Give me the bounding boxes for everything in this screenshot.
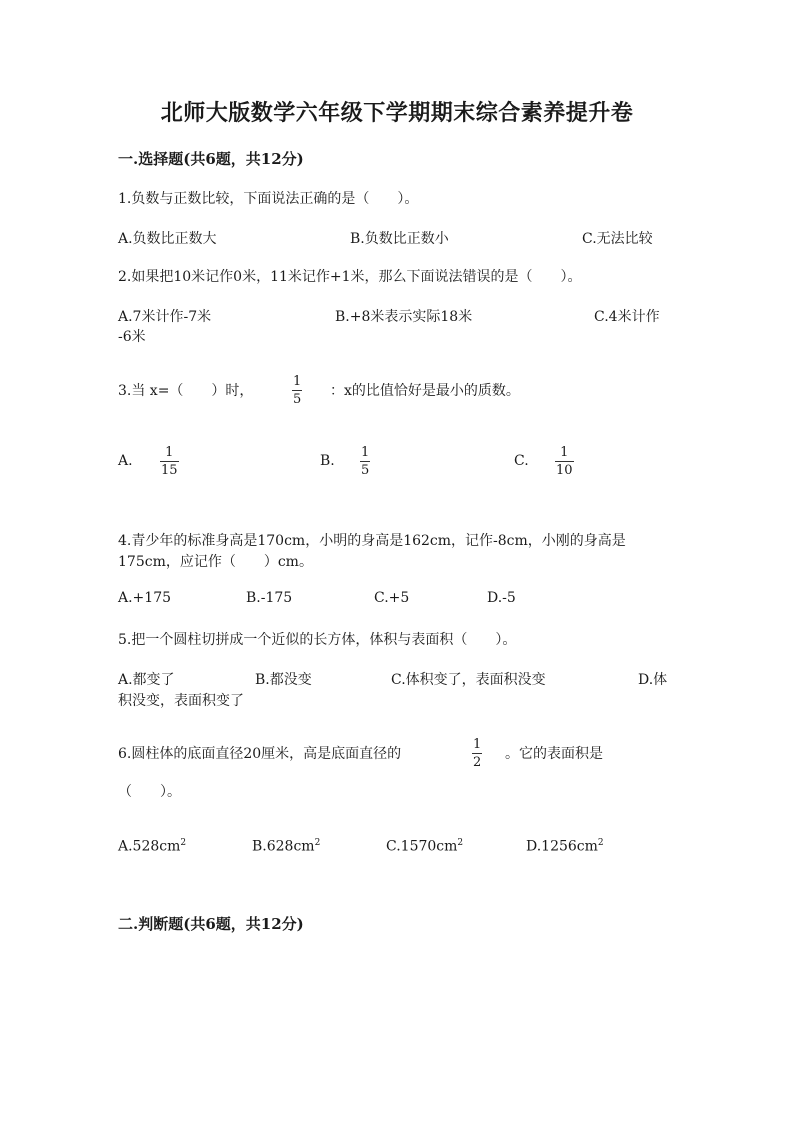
question-2: 2.如果把10米记作0米，11米记作+1米，那么下面说法错误的是（ ）。: [118, 269, 582, 285]
q3-option-b-label: B.: [320, 453, 335, 469]
q5-option-d-continued: 积没变，表面积变了: [118, 693, 244, 709]
q3-option-c-fraction: [555, 446, 574, 477]
q6-option-c-text: C.1570cm: [386, 838, 458, 855]
q3-fraction-numerator: 1: [293, 374, 302, 389]
q2-option-b: B.+8米表示实际18米: [335, 309, 473, 325]
q3-option-b-numerator: 1: [361, 445, 370, 460]
page-title: 北师大版数学六年级下学期期末综合素养提升卷: [160, 100, 634, 126]
q5-option-a: A.都变了: [118, 672, 175, 688]
q4-option-b: B.-175: [246, 590, 293, 606]
q4-option-d: D.-5: [487, 590, 516, 606]
q2-option-c-continued: -6米: [118, 329, 146, 345]
q4-option-c: C.+5: [374, 590, 410, 606]
q6-option-a: [118, 838, 186, 855]
q3-option-b-denominator: 5: [361, 463, 370, 478]
q1-option-a: A.负数比正数大: [118, 231, 217, 247]
q6-option-a-exponent: 2: [180, 838, 187, 848]
q6-option-c: [386, 838, 463, 855]
q3-fraction: [292, 375, 302, 406]
q3-option-c-numerator: 1: [560, 445, 569, 460]
q5-option-b: B.都没变: [255, 672, 312, 688]
section-heading-choice: 一.选择题(共6题，共12分): [118, 150, 304, 168]
section-heading-true-false: 二.判断题(共6题，共12分): [118, 915, 304, 933]
question-6-start: 6.圆柱体的底面直径20厘米，高是底面直径的: [118, 746, 402, 762]
q6-option-d-text: D.1256cm: [526, 838, 598, 855]
question-5: 5.把一个圆柱切拼成一个近似的长方体，体积与表面积（ ）。: [118, 632, 517, 648]
question-3-end: ：x的比值恰好是最小的质数。: [330, 383, 520, 399]
q3-option-c-label: C.: [514, 453, 529, 469]
q3-option-c-denominator: 10: [556, 463, 573, 478]
q5-option-c: C.体积变了，表面积没变: [391, 672, 546, 688]
question-1: 1.负数与正数比较，下面说法正确的是（ ）。: [118, 191, 419, 207]
q6-option-a-text: A.528cm: [118, 838, 181, 855]
q3-option-a-numerator: 1: [165, 445, 174, 460]
q3-option-a-denominator: 15: [161, 463, 178, 478]
q6-option-b-exponent: 2: [314, 838, 321, 848]
q4-option-a: A.+175: [118, 590, 172, 606]
q2-option-c: C.4米计作: [594, 309, 660, 325]
q6-option-d-exponent: 2: [597, 838, 604, 848]
question-3-start: 3.当 x=（ ）时，: [118, 383, 254, 399]
q6-fraction: [472, 738, 482, 769]
q6-option-d: [526, 838, 604, 855]
q6-option-b: [252, 838, 320, 855]
q6-option-c-exponent: 2: [457, 838, 464, 848]
q3-fraction-denominator: 5: [293, 392, 302, 407]
q3-option-a-fraction: [160, 446, 179, 477]
q3-option-b-fraction: [360, 446, 370, 477]
q5-option-d: D.体: [638, 672, 668, 688]
q2-option-a: A.7米计作-7米: [118, 309, 212, 325]
question-4-line-2: 175cm，应记作（ ）cm。: [118, 554, 313, 570]
question-6-line-2: （ ）。: [118, 784, 181, 800]
question-4-line-1: 4.青少年的标准身高是170cm，小明的身高是162cm，记作-8cm，小刚的身高是: [118, 533, 626, 549]
q1-option-c: C.无法比较: [582, 231, 653, 247]
question-6-end: 。它的表面积是: [505, 746, 603, 762]
q6-fraction-numerator: 1: [473, 737, 482, 752]
q1-option-b: B.负数比正数小: [350, 231, 449, 247]
q6-fraction-denominator: 2: [473, 755, 482, 770]
q3-option-a-label: A.: [118, 453, 133, 469]
q6-option-b-text: B.628cm: [252, 838, 315, 855]
